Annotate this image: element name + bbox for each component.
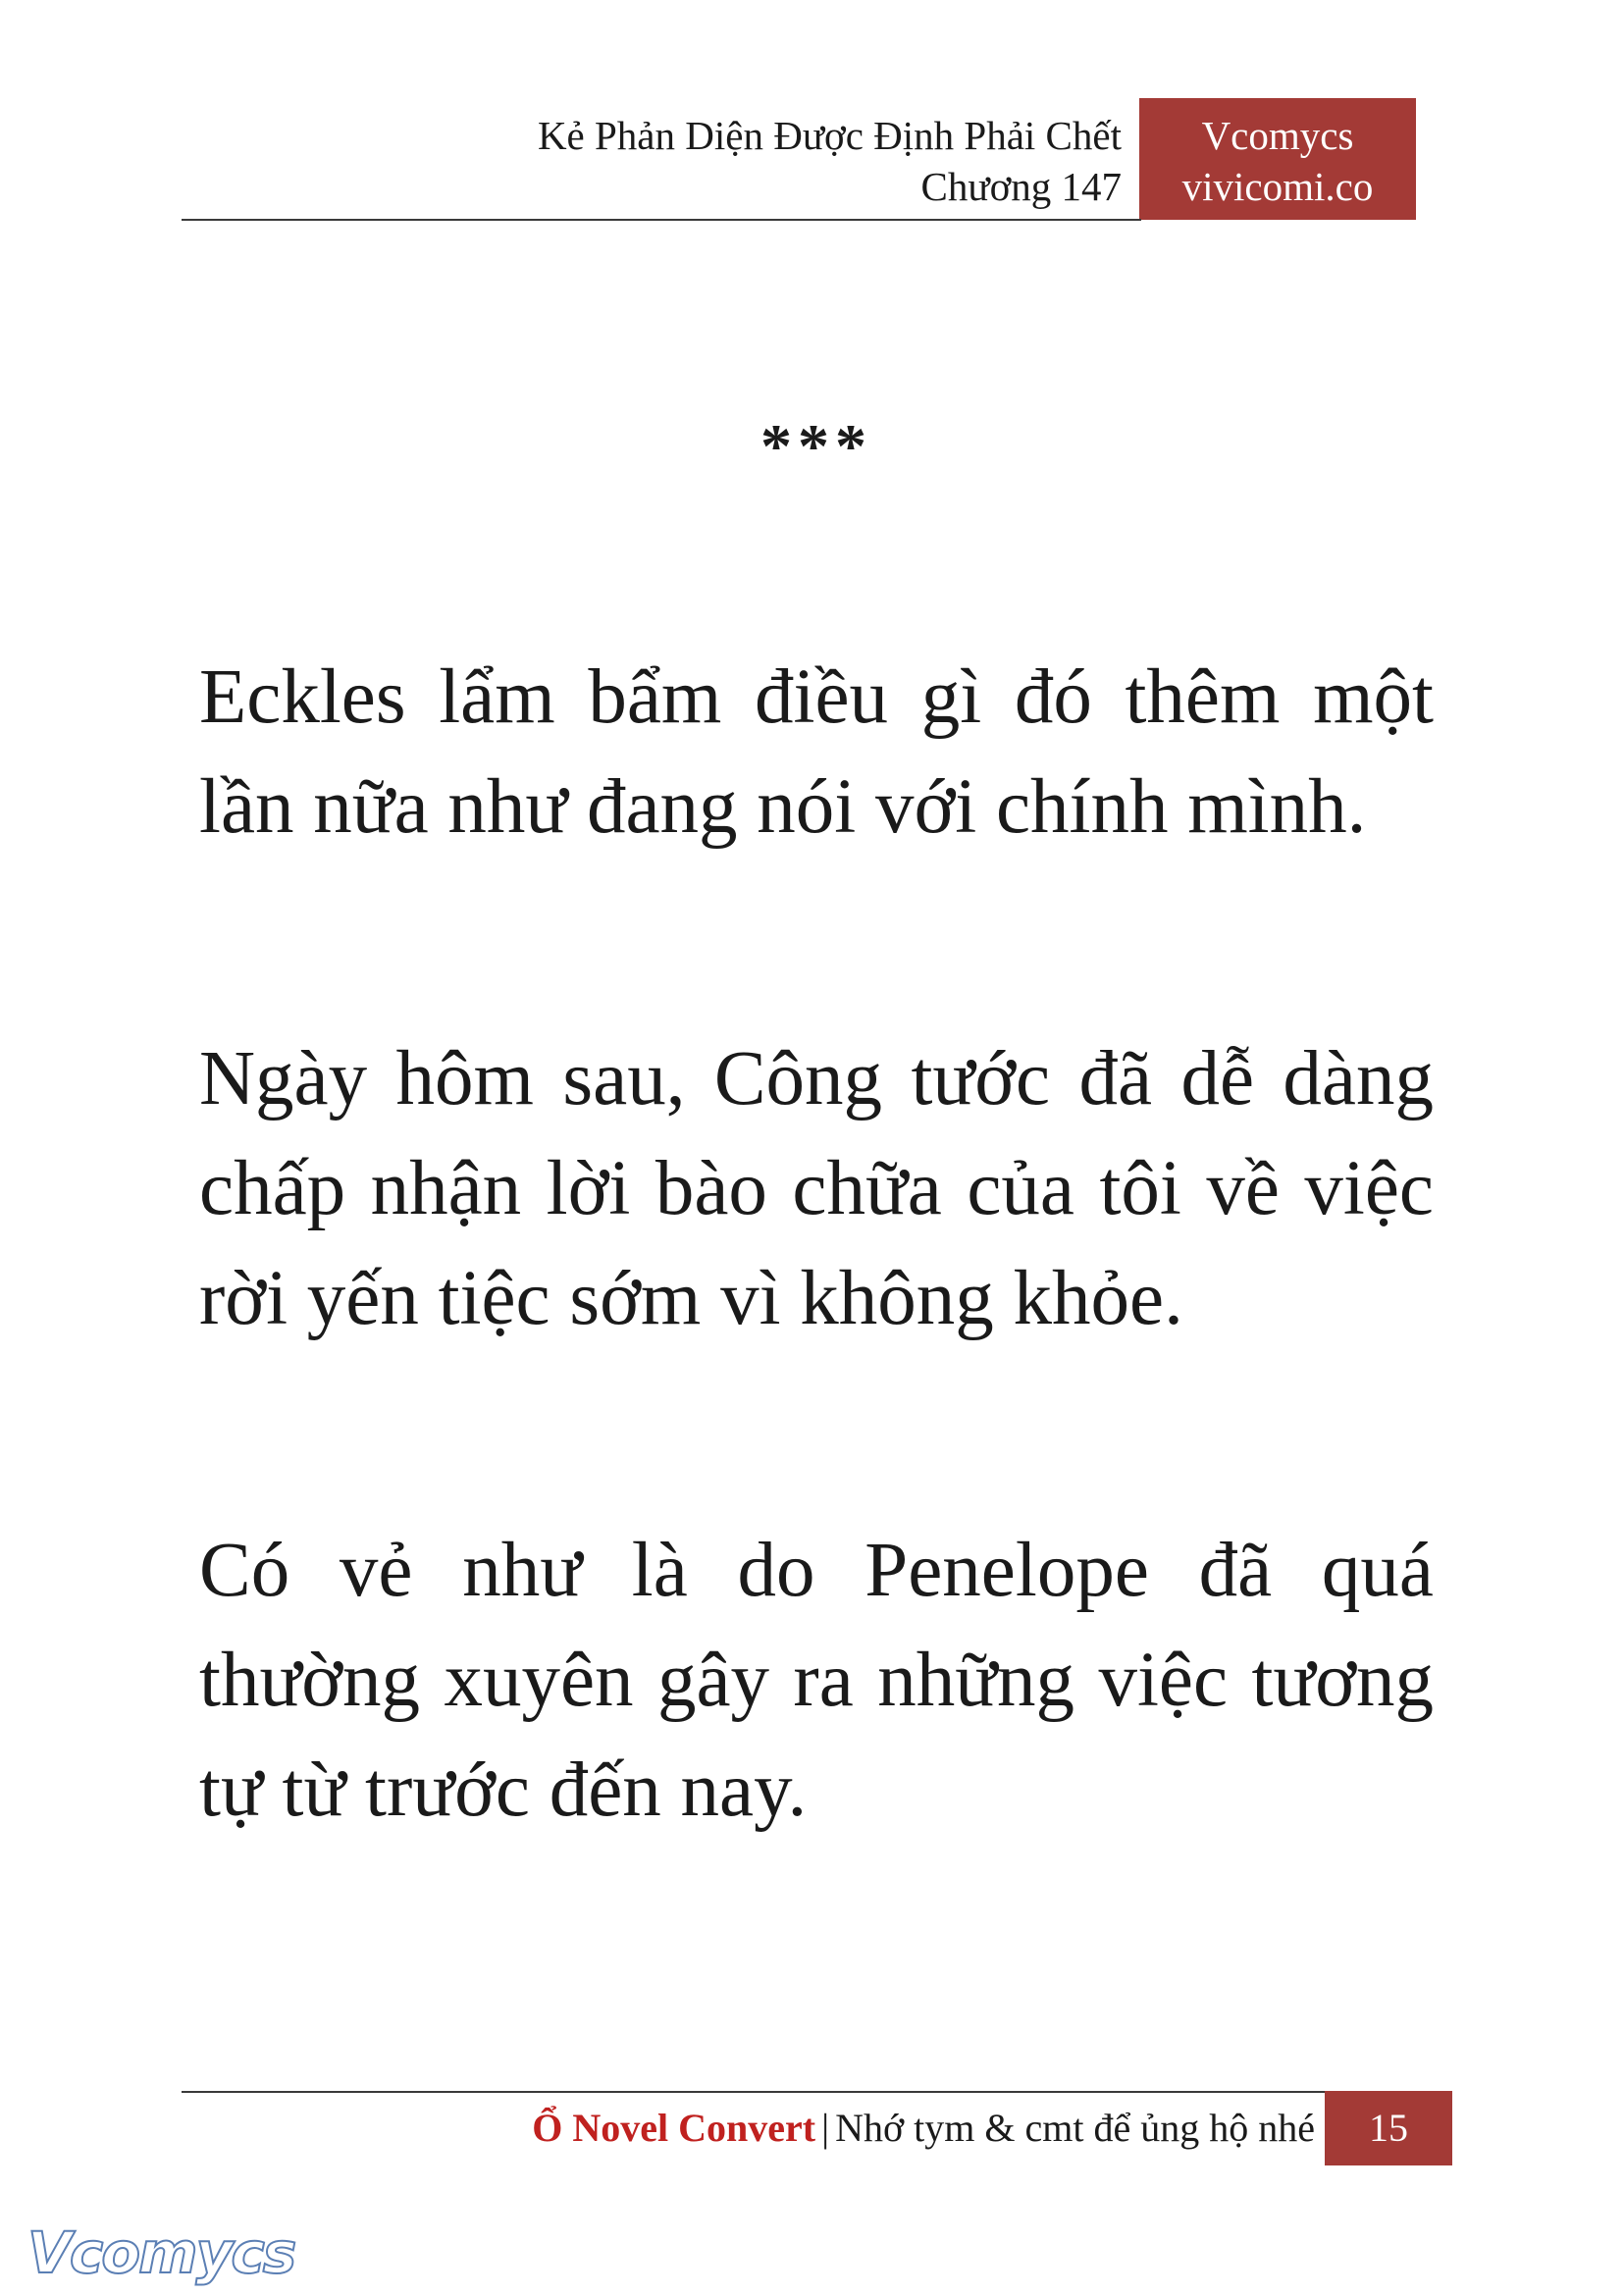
paragraph-1: Eckles lẩm bẩm điều gì đó thêm một lần nữa như đang nói với chính mình.	[199, 654, 1434, 850]
page-number: 15	[1325, 2091, 1452, 2165]
chapter-content	[199, 407, 1434, 2008]
badge-site-name: Vcomycs	[1201, 113, 1354, 158]
page-header	[182, 98, 1416, 220]
badge-site-url: vivicomi.co	[1181, 164, 1374, 209]
paragraph-2: Ngày hôm sau, Công tước đã dễ dàng chấp nhận lời bào chữa của tôi về việc rời yến tiệc sớm vì không khỏe.	[199, 1036, 1434, 1341]
page-footer	[182, 2091, 1452, 2165]
header-divider	[182, 219, 1141, 221]
footer-separator: |	[821, 2106, 830, 2150]
chapter-label: Chương 147	[920, 164, 1122, 209]
footer-brand: Ổ Novel Convert	[532, 2106, 816, 2150]
section-separator: ***	[760, 411, 872, 481]
footer-text	[532, 2099, 1315, 2158]
header-title-block	[538, 110, 1122, 212]
watermark-logo: Vcomycs	[27, 2219, 295, 2286]
paragraph-3: Có vẻ như là do Penelope đã quá thường xuyên gây ra những việc tương tự từ trước đến nay.	[199, 1528, 1434, 1833]
site-badge	[1139, 98, 1416, 220]
book-title: Kẻ Phản Diện Được Định Phải Chết	[537, 113, 1122, 158]
footer-note: Nhớ tym & cmt để ủng hộ nhé	[835, 2106, 1315, 2150]
